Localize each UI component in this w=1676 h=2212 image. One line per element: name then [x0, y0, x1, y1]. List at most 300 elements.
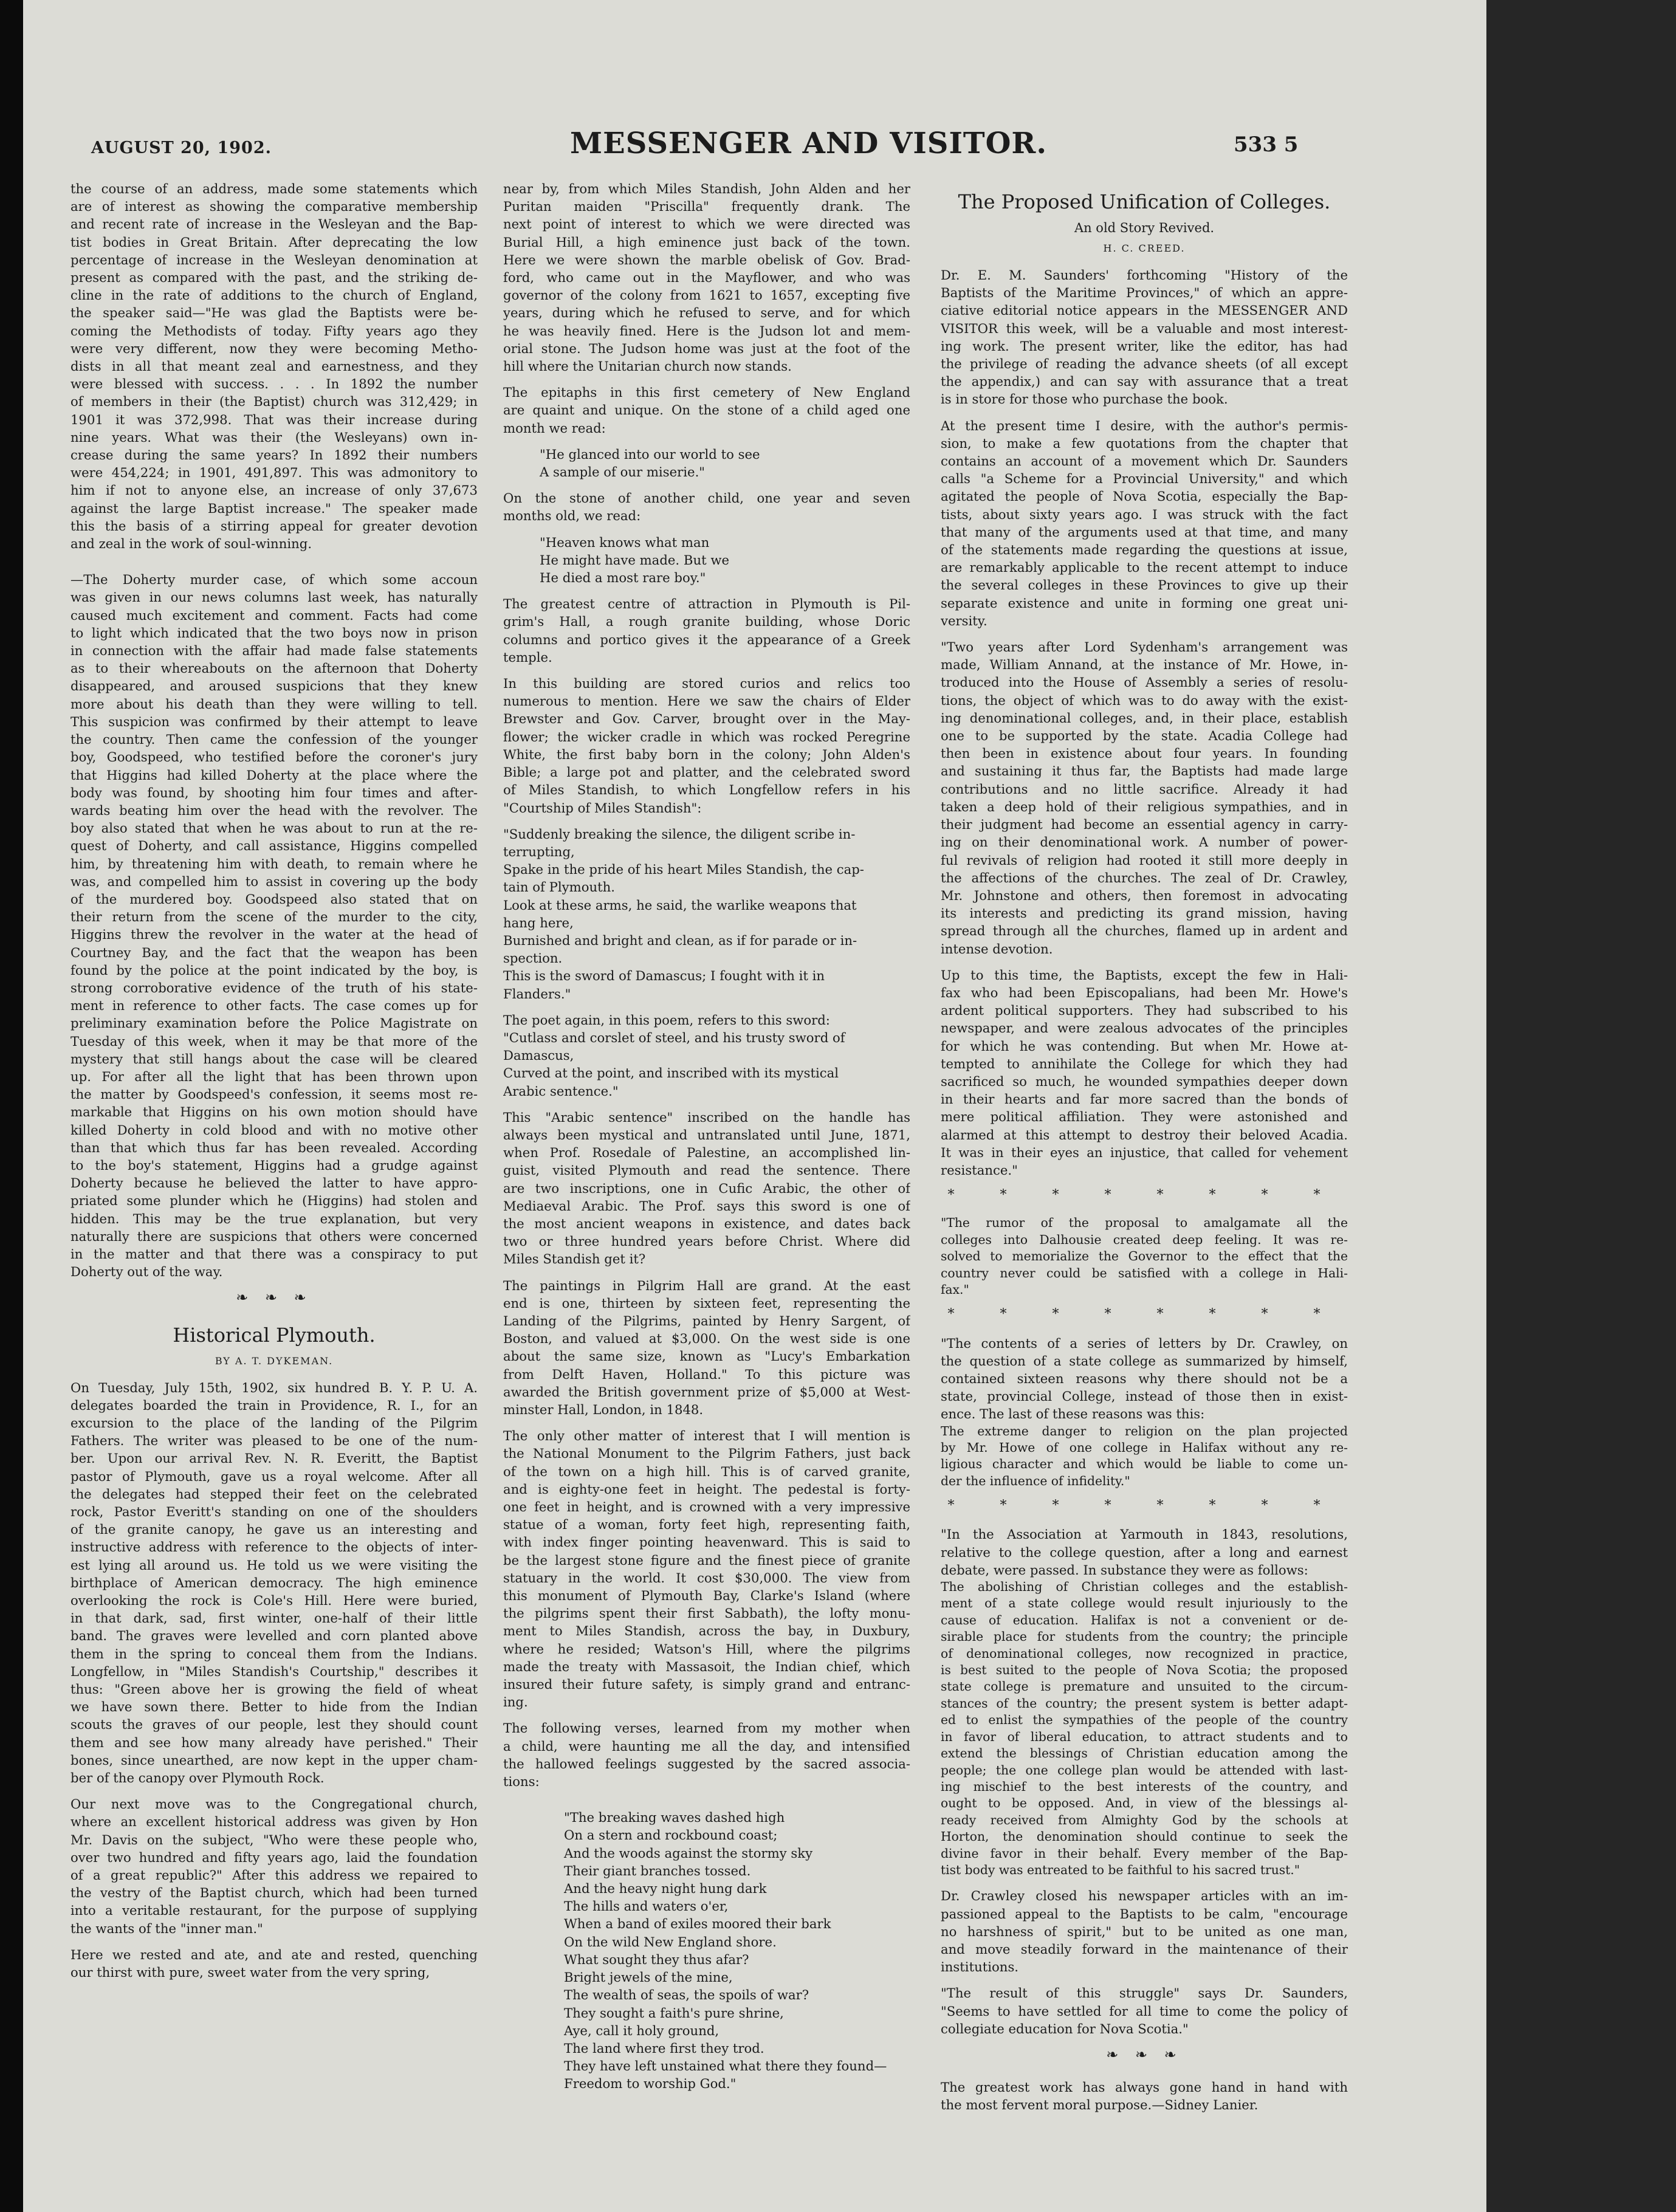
text-line: in their hearts and far more sacred than the bonds of — [941, 1091, 1348, 1107]
text-line: sacrificed so much, he wounded sympathies deeper down — [941, 1073, 1348, 1089]
text-line: When a band of exiles moored their bark — [564, 1916, 831, 1932]
text-line: ment to Miles Standish, across the bay, in Duxbury, — [503, 1623, 910, 1639]
text-line: Puritan maiden "Priscilla" frequently drank. The — [503, 199, 910, 215]
text-line: pastor of Plymouth, gave us a royal welcome. After all — [70, 1468, 478, 1484]
text-line: "The contents of a series of letters by Dr. Crawley, on — [941, 1335, 1348, 1351]
text-line: caused much excitement and comment. Facts had come — [70, 607, 478, 623]
text-line: ing. — [503, 1694, 528, 1710]
text-line: 1901 it was 372,998. That was their increase during — [70, 411, 478, 427]
text-line: statuary in the world. It cost $30,000. The view from — [503, 1570, 910, 1585]
text-line: of a great republic?" After this address we repaired to — [70, 1867, 478, 1883]
column-3 — [941, 180, 1348, 2167]
text-line: The greatest work has always gone hand in hand with — [941, 2080, 1348, 2095]
text-line: present as compared with the past, and the striking de- — [70, 270, 478, 286]
pilgrims-hall-relics — [503, 675, 910, 817]
text-line: The paintings in Pilgrim Hall are grand. At the east — [503, 1277, 910, 1293]
text-line: They have left unstained what there they found— — [564, 2058, 887, 2074]
text-line: Tuesday of this week, when it may be that more of the — [70, 1033, 478, 1049]
text-line: when Prof. Rosedale of Palestine, an accomplished lin- — [503, 1145, 910, 1161]
text-line: to the boy's statement, Higgins had a grudge against — [70, 1157, 478, 1173]
text-line: a child, were haunting me all the day, and intensified — [503, 1738, 910, 1754]
unification-paragraph-4 — [941, 966, 1348, 1179]
text-line: of members in their (the Baptist) church was 312,429; in — [70, 394, 478, 410]
text-line: made, William Annand, at the instance of Mr. Howe, in- — [941, 657, 1348, 673]
text-line: "In the Association at Yarmouth in 1843, resolutions, — [941, 1527, 1348, 1542]
text-line: "Heaven knows what man — [540, 534, 710, 550]
landing-hymn — [503, 1808, 910, 2092]
text-line: quest of Doherty, and call assistance, Higgins compelled — [70, 838, 478, 854]
longfellow-poem-1 — [503, 825, 910, 1003]
text-line: He might have made. But we — [540, 552, 730, 568]
text-line: the wants of the "inner man." — [70, 1920, 263, 1936]
text-line: minster Hall, London, in 1848. — [503, 1402, 704, 1417]
saunders-conclusion — [941, 1984, 1348, 2038]
text-line: month we read: — [503, 420, 606, 436]
text-line: people; the one college plan would be attended with last- — [941, 1762, 1348, 1777]
text-line: about the same size, known as "Lucy's Embarkation — [503, 1348, 910, 1364]
text-line: mere political affiliation. They were astonished and — [941, 1109, 1348, 1125]
text-line: bones, since unearthed, are now kept in the upper cham- — [70, 1752, 478, 1768]
text-line: over two hundred and fifty years ago, laid the foundation — [70, 1849, 478, 1865]
longfellow-poem-2 — [503, 1029, 910, 1100]
text-line: relative to the college question, after a long and earnest — [941, 1544, 1348, 1560]
text-line: tists, about sixty years ago. I was struck with the fact — [941, 506, 1348, 522]
text-line: up. For after all the light that has been thrown upon — [70, 1068, 478, 1084]
scan-border-left — [0, 0, 23, 2212]
text-line: were blessed with success. . . . In 1892 the number — [70, 376, 478, 392]
text-line: is best suited to the people of Nova Scotia; the proposed — [941, 1663, 1348, 1678]
text-line: On the stone of another child, one year and seven — [503, 490, 910, 506]
national-monument — [503, 1427, 910, 1711]
text-line: contributions and no little sacrifice. Already it had — [941, 781, 1348, 797]
text-line: On Tuesday, July 15th, 1902, six hundred B. Y. P. U. A. — [70, 1379, 478, 1395]
text-line: This is the sword of Damascus; I fought with it in — [503, 968, 825, 984]
text-line: Doherty because he believed the latter to have appro- — [70, 1175, 478, 1191]
text-line: tions, the object of which was to do away with the exist- — [941, 692, 1348, 708]
plymouth-burial-hill — [503, 180, 910, 375]
asterism-3: * * * * * * * * — [947, 1498, 1341, 1514]
text-line: ing mischief to the best interests of the country, and — [941, 1779, 1348, 1794]
text-line: Their giant branches tossed. — [564, 1863, 751, 1878]
text-line: In this building are stored curios and relics too — [503, 676, 910, 692]
text-line: He died a most rare boy." — [540, 570, 706, 586]
text-line: —The Doherty murder case, of which some accoun — [70, 572, 478, 588]
text-line: to light which indicated that the two boys now in prison — [70, 625, 478, 641]
text-line: our thirst with pure, sweet water from the very spring, — [70, 1965, 430, 1980]
text-line: of denominational colleges, now recognized in practice, — [941, 1646, 1348, 1661]
text-line: ber. Upon our arrival Rev. N. R. Everitt, the Baptist — [70, 1451, 478, 1466]
text-line: tist body was entreated to be faithful to his sacred trust." — [941, 1862, 1300, 1877]
text-line: its interests and predicting its grand mission, having — [941, 905, 1348, 921]
text-line: then been in existence about four years. In founding — [941, 746, 1348, 761]
text-line: This "Arabic sentence" inscribed on the handle has — [503, 1109, 910, 1125]
text-line: strong corroborative evidence of the truth of his state- — [70, 980, 478, 995]
text-line: the course of an address, made some statements which — [70, 181, 478, 196]
text-line: Brewster and Gov. Carver, brought over in the May- — [503, 711, 910, 727]
text-line: fax." — [941, 1282, 969, 1297]
text-line: resistance." — [941, 1162, 1018, 1178]
text-line: instructive address with reference to the objects of inter- — [70, 1539, 478, 1555]
text-line: of the murdered boy. Goodspeed also stated that on — [70, 891, 478, 907]
text-line: flower; the wicker cradle in which was rocked Peregrine — [503, 729, 910, 744]
text-line: Bible; a large pot and platter, and the celebrated sword — [503, 764, 910, 780]
text-line: were 454,224; in 1901, 491,897. This was admonitory to — [70, 465, 478, 481]
text-line: tain of Plymouth. — [503, 879, 616, 895]
text-line: divine favor in their behalf. Every member of the Bap- — [941, 1846, 1348, 1861]
text-line: Arabic sentence." — [503, 1083, 619, 1099]
text-line: and sustaining it thus far, the Baptists had made large — [941, 763, 1348, 779]
plymouth-epitaph-intro — [503, 489, 910, 524]
text-line: grim's Hall, a rough granite building, whose Doric — [503, 614, 910, 630]
sword-intro — [503, 1011, 910, 1029]
text-line: Our next move was to the Congregational church, — [70, 1796, 478, 1812]
text-line: newspaper, and were zealous advocates of the principles — [941, 1020, 1348, 1036]
plymouth-paragraph-1 — [70, 1379, 478, 1787]
text-line: The hills and waters o'er, — [564, 1898, 729, 1914]
text-line: sion, to make a few quotations from the chapter that — [941, 435, 1348, 451]
text-line: They sought a faith's pure shrine, — [564, 2005, 784, 2021]
text-line: What sought they thus afar? — [564, 1951, 749, 1967]
text-line: excursion to the place of the landing of the Pilgrim — [70, 1415, 478, 1431]
text-line: ing denominational colleges, and, in their place, establish — [941, 710, 1348, 726]
text-line: solved to memorialize the Governor to the effect that the — [941, 1249, 1348, 1264]
pilgrim-hall-paintings — [503, 1277, 910, 1419]
dalhousie-rumor — [941, 1215, 1348, 1298]
text-line: Spake in the pride of his heart Miles Standish, the cap- — [503, 862, 864, 878]
unification-paragraph-3 — [941, 638, 1348, 958]
text-line: ing on their denominational work. A number of power- — [941, 834, 1348, 850]
text-line: the appendix,) and can say with assurance that a treat — [941, 374, 1348, 390]
text-line: The wealth of seas, the spoils of war? — [564, 1987, 809, 2003]
text-line: their return from the scene of the murder to the city, — [70, 909, 478, 925]
text-line: "Seems to have settled for all time to come the policy of — [941, 2003, 1348, 2019]
text-line: insured their future safety, is simply grand and entranc- — [503, 1677, 910, 1692]
text-line: this the basis of a stirring appeal for greater devotion — [70, 518, 478, 534]
text-line: crease during the same years? In 1892 their numbers — [70, 447, 478, 463]
text-line: hidden. This may be the true explanation, but very — [70, 1211, 478, 1226]
text-line: markable that Higgins on his own motion should have — [70, 1104, 478, 1120]
text-line: dists in all that meant zeal and earnestness, and they — [70, 359, 478, 374]
text-line: as to their whereabouts on the afternoon that Doherty — [70, 661, 478, 676]
text-line: Doherty out of the way. — [70, 1264, 223, 1280]
text-line: orial stone. The Judson home was just at the foot of the — [503, 340, 910, 356]
text-line: rock, Pastor Everitt's standing on one of the shoulders — [70, 1504, 478, 1520]
text-line: in connection with the affair had made false statements — [70, 643, 478, 659]
text-line: Curved at the point, and inscribed with its mystical — [503, 1065, 839, 1081]
text-line: preliminary examination before the Police Magistrate on — [70, 1015, 478, 1031]
text-line: country never could be satisfied with a college in Hali- — [941, 1265, 1348, 1280]
text-line: Mediaeval Arabic. The Prof. says this sword is one of — [503, 1198, 910, 1214]
epitaph-two — [503, 534, 910, 587]
text-line: Freedom to worship God." — [564, 2076, 737, 2092]
text-line: mystery that still hangs about the case will be cleared — [70, 1051, 478, 1066]
text-line: "Cutlass and corslet of steel, and his trusty sword of — [503, 1029, 845, 1045]
text-line: where an excellent historical address was given by Hon — [70, 1814, 478, 1830]
newspaper-page — [23, 0, 1486, 2212]
text-line: ought to be opposed. And, in view of the blessings al- — [941, 1796, 1348, 1811]
verses-intro — [503, 1719, 910, 1790]
text-line: "The breaking waves dashed high — [564, 1810, 785, 1826]
text-line: Baptists of the Maritime Provinces," of which an appre- — [941, 285, 1348, 301]
text-line: Burnished and bright and clean, as if for parade or in- — [503, 932, 857, 948]
text-line: one to be supported by the state. Acadia College had — [941, 728, 1348, 744]
text-line: colleges into Dalhousie created deep feeling. It was re- — [941, 1232, 1348, 1247]
text-line: him if not to anyone else, an increase of only 37,673 — [70, 483, 478, 498]
text-line: is in store for those who purchase the book. — [941, 391, 1228, 407]
text-line: Bright jewels of the mine, — [564, 1970, 733, 1985]
crawley-letters — [941, 1334, 1348, 1423]
text-line: and recent rate of increase in the Wesleyan and the Bap- — [70, 216, 478, 232]
text-line: Up to this time, the Baptists, except the few in Hali- — [941, 967, 1348, 983]
text-line: the most fervent moral purpose.—Sidney Lanier. — [941, 2097, 1259, 2113]
text-line: "The result of this struggle" says Dr. Saunders, — [941, 1985, 1348, 2001]
text-line: of Miles Standish, to which Longfellow refers in his — [503, 782, 910, 798]
text-line: the most ancient weapons in existence, and dates back — [503, 1215, 910, 1231]
text-line: ardent political supporters. They had subscribed to his — [941, 1003, 1348, 1018]
text-line: next point of interest to which we were directed was — [503, 216, 910, 232]
text-line: extend the blessings of Christian education among the — [941, 1746, 1348, 1761]
text-line: ford, who came out in the Mayflower, and who was — [503, 270, 910, 286]
masthead-title: MESSENGER AND VISITOR. — [570, 126, 1048, 160]
text-line: The abolishing of Christian colleges and the establish- — [941, 1579, 1348, 1595]
crawley-quote — [941, 1423, 1348, 1490]
text-line: months old, we read: — [503, 508, 641, 524]
text-line: The poet again, in this poem, refers to this sword: — [503, 1012, 830, 1028]
article-title-unification: The Proposed Unification of Colleges. — [958, 190, 1331, 213]
text-line: cause of education. Halifax is not a convenient or de- — [941, 1612, 1348, 1627]
text-line: killed Doherty in cold blood and with no motive other — [70, 1122, 478, 1138]
text-line: separate existence and unite in forming one great uni- — [941, 595, 1348, 611]
text-line: are two inscriptions, one in Cufic Arabic, the other of — [503, 1180, 910, 1196]
text-line: boy, Goodspeed, who testified before the coroner's jury — [70, 749, 478, 765]
text-line: Dr. E. M. Saunders' forthcoming "History of the — [941, 267, 1348, 283]
text-line: terrupting, — [503, 843, 575, 859]
text-line: Flanders." — [503, 986, 571, 1001]
text-line: are of interest as showing the comparative membership — [70, 199, 478, 215]
text-line: this monument of Plymouth Bay, Clarke's Island (where — [503, 1588, 910, 1604]
byline-creed: H. C. CREED. — [1103, 242, 1186, 254]
article-title-plymouth: Historical Plymouth. — [173, 1323, 376, 1347]
text-line: than that which thus far has been revealed. According — [70, 1139, 478, 1155]
text-line: more about his death than they were willing to tell. — [70, 696, 478, 712]
text-line: the country. Then came the confession of the younger — [70, 732, 478, 747]
text-line: the matter by Goodspeed's confession, it seems most re- — [70, 1087, 478, 1102]
text-line: Miles Standish get it? — [503, 1251, 646, 1267]
text-line: of the statements made regarding the questions at issue, — [941, 542, 1348, 558]
text-line: one feet in height, and is crowned with a very impressive — [503, 1499, 910, 1515]
text-line: ence. The last of these reasons was this: — [941, 1406, 1205, 1422]
text-line: made the treaty with Massasoit, the Indian chief, which — [503, 1658, 910, 1674]
text-line: be the largest stone figure and the finest piece of granite — [503, 1552, 910, 1568]
text-line: der the influence of infidelity." — [941, 1473, 1130, 1488]
text-line: Dr. Crawley closed his newspaper articles with an im- — [941, 1888, 1348, 1904]
text-line: disappeared, and aroused suspicions that they knew — [70, 678, 478, 694]
text-line: tist bodies in Great Britain. After deprecating the low — [70, 234, 478, 250]
text-line: were very different, now they were becoming Metho- — [70, 340, 478, 356]
text-line: governor of the colony from 1621 to 1657, excepting five — [503, 287, 910, 303]
plymouth-paragraph-3 — [70, 1946, 478, 1981]
asterism-2: * * * * * * * * — [947, 1307, 1341, 1322]
text-line: the hallowed feelings suggested by the sacred associa- — [503, 1756, 910, 1771]
text-line: by Mr. Howe of one college in Halifax without any re- — [941, 1440, 1348, 1455]
text-line: and move steadily forward in the maintenance of their — [941, 1941, 1348, 1957]
text-line: the privilege of reading the advance sheets (of all except — [941, 356, 1348, 372]
text-line: collegiate education for Nova Scotia." — [941, 2021, 1189, 2036]
text-line: Look at these arms, he said, the warlike weapons that — [503, 897, 857, 913]
text-line: It was in their eyes an injustice, that called for vehement — [941, 1144, 1348, 1160]
asterism-1: * * * * * * * * — [947, 1187, 1341, 1203]
text-line: Here we rested and ate, and ate and rested, quenching — [70, 1946, 478, 1962]
text-line: A sample of our miserie." — [540, 464, 706, 480]
text-line: the question of a state college as summarized by himself, — [941, 1353, 1348, 1369]
text-line: ciative editorial notice appears in the MESSENGER AND — [941, 303, 1348, 318]
text-line: "The rumor of the proposal to amalgamate all the — [941, 1215, 1348, 1231]
text-line: the speaker said—"He was glad the Baptists were be- — [70, 305, 478, 321]
text-line: Burial Hill, a high eminence just back of the town. — [503, 234, 910, 250]
text-line: ful revivals of religion had rooted it still more deeply in — [941, 852, 1348, 868]
text-line: body was found, by shooting him four times and after- — [70, 785, 478, 800]
text-line: no harshness of spirit," but to be united as one man, — [941, 1923, 1348, 1939]
section-ornament-2: ❧ ❧ ❧ — [1106, 2045, 1183, 2063]
text-line: ment in reference to other facts. The case comes up for — [70, 998, 478, 1014]
text-line: into a veritable restaurant, for the purpose of supplying — [70, 1903, 478, 1918]
text-line: Landing of the Pilgrims, painted by Henry Sargent, of — [503, 1313, 910, 1328]
issue-date: AUGUST 20, 1902. — [91, 139, 272, 157]
text-line: And the heavy night hung dark — [564, 1881, 767, 1897]
text-line: near by, from which Miles Standish, John Alden and her — [503, 181, 910, 196]
section-ornament: ❧ ❧ ❧ — [236, 1289, 312, 1307]
text-line: est lying all around us. He told us we were visiting the — [70, 1557, 478, 1573]
text-line: the several colleges in these Provinces to give up their — [941, 577, 1348, 593]
text-line: The extreme danger to religion on the plan projected — [941, 1423, 1348, 1438]
text-line: tempted to annihilate the College for which they had — [941, 1056, 1348, 1071]
text-line: was, and compelled him to assist in covering up the body — [70, 873, 478, 889]
text-line: with index finger pointing heavenward. This is said to — [503, 1534, 910, 1550]
text-line: years, during which he refused to serve, and for which — [503, 305, 910, 321]
text-line: statue of a woman, forty feet high, representing faith, — [503, 1517, 910, 1533]
text-line: Damascus, — [503, 1048, 574, 1063]
text-line: against the large Baptist increase." The speaker made — [70, 500, 478, 516]
text-line: of the granite canopy, he gave us an interesting and — [70, 1522, 478, 1537]
text-line: we have sown there. Better to hide from the Indian — [70, 1699, 478, 1715]
text-line: Mr. Davis on the subject, "Who were these people who, — [70, 1832, 478, 1847]
column-2 — [503, 180, 910, 2167]
text-line: ready received from Almighty God by the schools at — [941, 1812, 1348, 1827]
text-line: versity. — [941, 613, 987, 628]
text-line: troduced into the House of Assembly a series of resolu- — [941, 675, 1348, 690]
text-line: thus: "Green above her is growing the field of wheat — [70, 1681, 478, 1697]
text-line: ed to enlist the sympathies of the people of the country — [941, 1712, 1348, 1728]
scan-border-right — [1486, 0, 1676, 2212]
text-line: White, the first baby born in the colony; John Alden's — [503, 746, 910, 762]
text-line: that many of the arguments used at that time, and many — [941, 524, 1348, 540]
text-line: columns and portico gives it the appearance of a Greek — [503, 631, 910, 647]
text-line: "Two years after Lord Sydenham's arrangement was — [941, 639, 1348, 655]
text-line: always been mystical and untranslated until June, 1871, — [503, 1127, 910, 1142]
text-line: The epitaphs in this first cemetery of New England — [503, 385, 910, 400]
text-line: spection. — [503, 950, 563, 966]
text-line: Longfellow, in "Miles Standish's Courtship," describes it — [70, 1663, 478, 1679]
text-line: ment of a state college would result injuriously to the — [941, 1596, 1348, 1611]
doherty-murder-item — [70, 571, 478, 1280]
text-line: in the matter and that there was a conspiracy to put — [70, 1246, 478, 1262]
text-line: contained sixteen reasons why there should not be a — [941, 1371, 1348, 1386]
text-line: boy also stated that when he was about to run at the re- — [70, 820, 478, 836]
text-line: cline in the rate of additions to the church of England, — [70, 287, 478, 303]
text-line: and is eighty-one feet in height. The pedestal is forty- — [503, 1481, 910, 1497]
text-line: the delegates had stepped their feet on the celebrated — [70, 1486, 478, 1502]
yarmouth-resolutions — [941, 1579, 1348, 1878]
text-line: On the wild New England shore. — [564, 1934, 777, 1949]
text-line: taken a deep hold of their religious sympathies, and in — [941, 799, 1348, 814]
unification-paragraph-1 — [941, 266, 1348, 408]
text-line: delegates boarded the train in Providence, R. I., for an — [70, 1397, 478, 1413]
text-line: their judgment had become an essential agency in carry- — [941, 817, 1348, 833]
text-line: At the present time I desire, with the author's permis- — [941, 417, 1348, 433]
epitaph-one — [503, 445, 910, 481]
text-line: where he resided; Watson's Hill, where the pilgrims — [503, 1641, 910, 1657]
text-line: the vestry of the Baptist church, which had been turned — [70, 1885, 478, 1901]
text-line: band. The graves were levelled and corn planted above — [70, 1628, 478, 1644]
text-line: naturally there are suspicions that others were concerned — [70, 1228, 478, 1244]
text-line: passioned appeal to the Baptists to be calm, "encourage — [941, 1906, 1348, 1922]
text-line: priated some plunder which he (Higgins) had stolen and — [70, 1193, 478, 1209]
text-line: stances of the country; the present system is better adapt- — [941, 1695, 1348, 1711]
text-line: Mr. Johnstone and others, then foremost in advocating — [941, 887, 1348, 903]
text-line: "Courtship of Miles Standish": — [503, 800, 702, 816]
text-line: temple. — [503, 649, 552, 665]
text-line: The land where first they trod. — [564, 2040, 764, 2056]
text-line: sirable place for students from the country; the principle — [941, 1629, 1348, 1644]
text-line: Higgins threw the revolver in the water at the head of — [70, 927, 478, 943]
page-number: 533 5 — [1234, 132, 1299, 157]
text-line: alarmed at this attempt to destroy their beloved Acadia. — [941, 1127, 1348, 1142]
text-line: Aye, call it holy ground, — [564, 2022, 720, 2038]
text-line: in favor of liberal education, to attract students and to — [941, 1729, 1348, 1744]
text-line: percentage of increase in the Wesleyan denomination at — [70, 252, 478, 267]
text-line: the National Monument to the Pilgrim Fathers, just back — [503, 1446, 910, 1461]
text-line: from Delft Haven, Holland." To this picture was — [503, 1366, 910, 1382]
arabic-sentence — [503, 1108, 910, 1268]
text-line: nine years. What was their (the Wesleyans) own in- — [70, 429, 478, 445]
text-line: Horton, the denomination should continue to seek the — [941, 1829, 1348, 1844]
plymouth-paragraph-2 — [70, 1795, 478, 1937]
text-line: VISITOR this week, will be a valuable and most interest- — [941, 320, 1348, 336]
text-line: the pilgrims spent their first Sabbath), the lofty monu- — [503, 1606, 910, 1621]
lanier-quote — [941, 2078, 1348, 2114]
article-subtitle: An old Story Revived. — [1074, 221, 1215, 235]
text-line: "He glanced into our world to see — [540, 446, 760, 462]
text-line: intense devotion. — [941, 941, 1053, 957]
text-line: wards beating him over the head with the revolver. The — [70, 802, 478, 818]
crawley-appeal — [941, 1887, 1348, 1976]
text-line: state, provincial College, instead of those then in exist- — [941, 1389, 1348, 1404]
text-line: are quaint and unique. On the stone of a child aged one — [503, 402, 910, 418]
text-line: them and see how many already have perished." Their — [70, 1734, 478, 1750]
text-line: The greatest centre of attraction in Plymouth is Pil- — [503, 596, 910, 612]
text-line: two or three hundred years before Christ. Where did — [503, 1234, 910, 1249]
text-line: On a stern and rockbound coast; — [564, 1827, 778, 1843]
text-line: tions: — [503, 1774, 540, 1790]
yarmouth-association — [941, 1525, 1348, 1579]
text-line: Fathers. The writer was pleased to be one of the num- — [70, 1433, 478, 1449]
text-line: state college is premature and unsuited to the circum- — [941, 1679, 1348, 1694]
text-line: The following verses, learned from my mother when — [503, 1720, 910, 1736]
text-line: agitated the people of Nova Scotia, especially the Bap- — [941, 489, 1348, 504]
text-line: he was heavily fined. Here is the Judson lot and mem- — [503, 323, 910, 338]
text-line: "Suddenly breaking the silence, the diligent scribe in- — [503, 826, 856, 842]
text-line: him, by threatening him with death, to remain where he — [70, 856, 478, 871]
